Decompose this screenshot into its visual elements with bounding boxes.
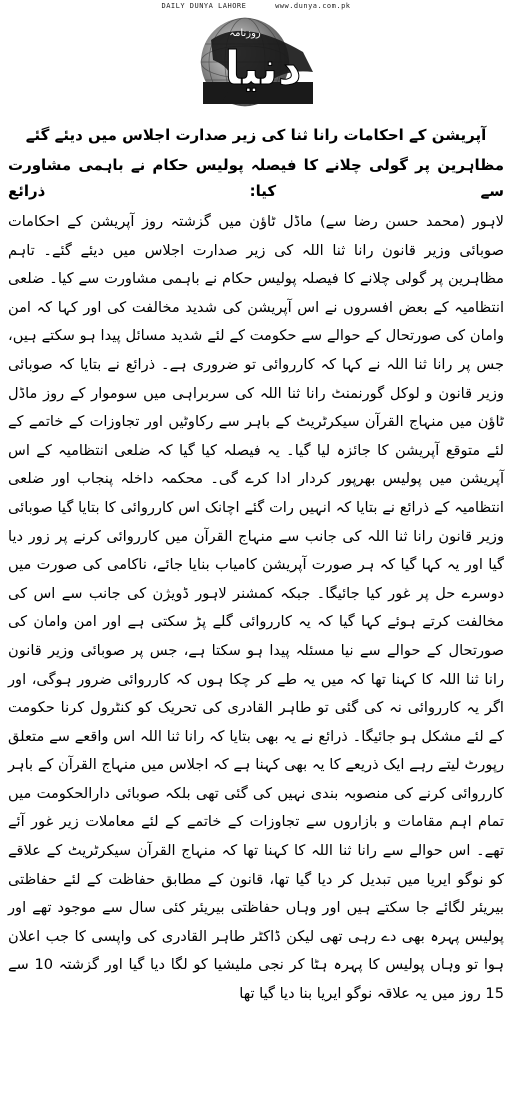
masthead-top-left: DAILY DUNYA LAHORE [161,2,247,10]
news-article [8,122,504,1009]
article-body: لاہور (محمد حسن رضا سے) ماڈل ٹاؤن میں گزشتہ روز آپریشن کے احکامات صوبائی وزیر قانون رانا ثنا اللہ کی زیر صدارت اجلاس میں دیئے گئے۔ تاہم مظاہرین پر گولی چلانے کا فیصلہ پولیس حکام نے باہمی مشاورت سے کیا۔ ضلعی انتظامیہ کے بعض افسروں نے اس آپریشن کی شدید مخالفت کی اور کہا کہ امن وامان کی صورتحال کے حوالے سے حکومت کے لئے شدید مسائل پیدا ہو سکتے ہیں، جس پر رانا ثنا اللہ نے کہا کہ کارروائی تو ضروری ہے۔ ذرائع نے بتایا کہ صوبائی وزیر قانون و لوکل گورنمنٹ رانا ثنا اللہ کی سربراہی میں سوموار کے روز ماڈل ٹاؤن میں منہاج القرآن سیکرٹریٹ کے باہر سے رکاوٹیں اور تجاوزات کے خاتمے کے لئے متوقع آپریشن کا جائزہ لیا گیا۔ یہ فیصلہ کیا گیا کہ ضلعی انتظامیہ کے اس آپریشن میں پولیس بھرپور کردار ادا کرے گی۔ محکمہ داخلہ پنجاب اور ضلعی انتظامیہ کے ذرائع نے بتایا کہ انہیں رات گئے اچانک اس کارروائی کا بتایا گیا صوبائی وزیر قانون رانا ثنا اللہ کی جانب سے منہاج القرآن میں کارروائی کرنے پر زور دیا گیا اور یہ کہا گیا کہ ہر صورت آپریشن کامیاب بنایا جائے، ناکامی کی صورت میں دوسرے حل پر غور کیا جائیگا۔ جبکہ کمشنر لاہور ڈویژن کی جانب سے اس کی مخالفت کرتے ہوئے کہا گیا کہ یہ کارروائی گلے پڑ سکتی ہے اور امن وامان کی صورتحال کے حوالے سے نیا مسئلہ پیدا ہو سکتا ہے، جس پر صوبائی وزیر قانون رانا ثنا اللہ کا کہنا تھا کہ میں یہ طے کر چکا ہوں کہ کارروائی ضرور ہوگی، اور اگر یہ کارروائی نہ کی گئی تو طاہر القادری کی تحریک کو کنٹرول کرنا حکومت کے لئے مشکل ہو جائیگا۔ ذرائع نے یہ بھی بتایا کہ رانا ثنا اللہ اس واقعے سے متعلق رپورٹ لیتے رہے ایک ذریعے کا یہ بھی کہنا ہے کہ اجلاس میں منہاج القرآن کے باہر کارروائی کرنے کی منصوبہ بندی نہیں کی گئی تھی بلکہ صوبائی دارالحکومت میں تمام اہم مقامات و بازاروں سے تجاوزات کے خاتمے کے لئے معاملات زیر غور آئے تھے۔ اس حوالے سے رانا ثنا اللہ کا کہنا تھا کہ منہاج القرآن سیکرٹریٹ کے علاقے کو نوگو ایریا میں تبدیل کر دیا گیا تھا، قانون کے مطابق حفاظت کے لئے حفاظتی بیریئر لگائے جا سکتے ہیں اور وہاں حفاظتی بیریئر کئی سال سے موجود تھے اور پولیس پہرہ بھی دے رہی تھی لیکن ڈاکٹر طاہر القادری کی واپسی کا جب اعلان ہوا تو وہاں پولیس کا پہرہ ہٹا کر نجی ملیشیا کو لگا دیا گیا اور گزشتہ 10 سے 15 روز میں یہ علاقہ نوگو ایریا بنا دیا گیا تھا [8,213,504,1003]
article-subhead: مظاہرین پر گولی چلانے کا فیصلہ پولیس حکام نے باہمی مشاورت سے کیا: ذرائع [8,156,504,200]
globe-logo-icon [183,12,333,112]
masthead-top-line [0,2,512,10]
dunya-logo [183,12,333,112]
masthead [0,0,512,118]
masthead-top-right: www.dunya.com.pk [275,2,351,10]
logo-subtext: روزنامہ [229,28,261,39]
logo-text: دنیا [224,41,302,95]
article-headline: آپریشن کے احکامات رانا ثنا کی زیر صدارت اجلاس میں دیئے گئے [25,126,487,144]
